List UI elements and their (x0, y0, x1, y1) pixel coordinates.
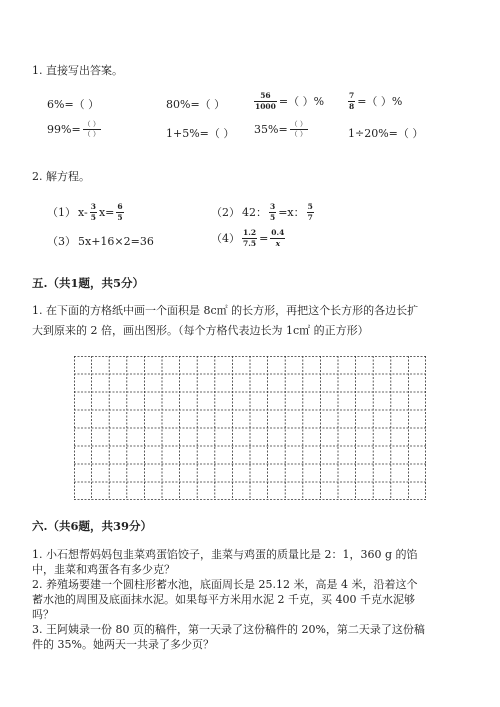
fraction: $\frac{3}{5}$ (90, 202, 96, 222)
q6-1-line2: 中，韭菜和鸡蛋各有多少克？ (32, 563, 175, 576)
q1-r2-c2: 1+5%=（ ） (166, 127, 235, 140)
equation-1: （1） x- $\frac{3}{5}$ x= $\frac{6}{5}$ (47, 202, 123, 222)
q6-1-line1: 1. 小石想帮妈妈包韭菜鸡蛋馅饺子，韭菜与鸡蛋的质量比是 2：1，360 g 的馅 (32, 548, 418, 561)
q1-r2-c4: 1÷20%=（ ） (348, 127, 424, 140)
q6-3-line1: 3. 王阿姨录一份 80 页的稿件，第一天录了这份稿件的 20%，第二天录了这份稿 (32, 623, 425, 636)
section6-title: 六.（共6题，共39分） (32, 519, 153, 533)
fraction: $\frac{6}{5}$ (117, 202, 123, 222)
fraction: $\frac{3}{5}$ (270, 202, 276, 222)
equation-2: （2） 42： $\frac{3}{5}$ =x： $\frac{5}{7}$ (211, 202, 313, 222)
q1-r2-c3: 35%= $\frac{( )}{( )}$ (254, 120, 307, 138)
q1-r1-c2: 80%=（ ） (166, 98, 226, 111)
fraction: $\frac{5}{7}$ (307, 202, 313, 222)
q1-r1-c4: $\frac{7}{8}$ =（ ）% (349, 91, 403, 111)
q6-2-line2: 蓄水池的周围及底面抹水泥。如果每平方米用水泥 2 千克，买 400 千克水泥够 (32, 593, 415, 606)
fraction: $\frac{7}{8}$ (349, 91, 355, 111)
q6-2-line3: 吗？ (32, 608, 54, 621)
q6-2-line1: 2. 养殖场要建一个圆柱形蓄水池，底面周长是 25.12 米，高是 4 米，沿着这个 (32, 578, 418, 591)
equation-4: （4） $\frac{1.2}{7.5}$ = $\frac{0.4}{x}$ (211, 228, 285, 248)
equation-3: （3） 5x+16×2=36 (47, 234, 154, 248)
section5-line1: 1. 在下面的方格纸中画一个面积是 8c㎡ 的长方形，再把这个长方形的各边长扩 (32, 304, 419, 317)
fraction: $\frac{0.4}{x}$ (271, 228, 285, 248)
section5-title: 五.（共1题，共5分） (32, 276, 145, 290)
q6-3-line2: 件的 35%。她两天一共录了多少页？ (32, 638, 214, 651)
fraction: $\frac{( )}{( )}$ (83, 120, 100, 138)
q1-r1-c1: 6%=（ ） (47, 98, 100, 111)
q1-r2-c1: 99%= $\frac{( )}{( )}$ (47, 120, 100, 138)
fraction: $\frac{56}{1000}$ (255, 91, 276, 111)
part1-heading: 1. 直接写出答案。 (32, 64, 123, 77)
section5-line2: 大到原来的 2 倍，画出图形。（每个方格代表边长为 1c㎡ 的正方形） (32, 324, 369, 337)
part2-heading: 2. 解方程。 (32, 170, 90, 183)
fraction: $\frac{( )}{( )}$ (290, 120, 307, 138)
q1-r1-c3: $\frac{56}{1000}$ =（ ）% (255, 91, 325, 111)
fraction: $\frac{1.2}{7.5}$ (243, 228, 257, 248)
graph-paper-grid[interactable] (74, 356, 426, 500)
